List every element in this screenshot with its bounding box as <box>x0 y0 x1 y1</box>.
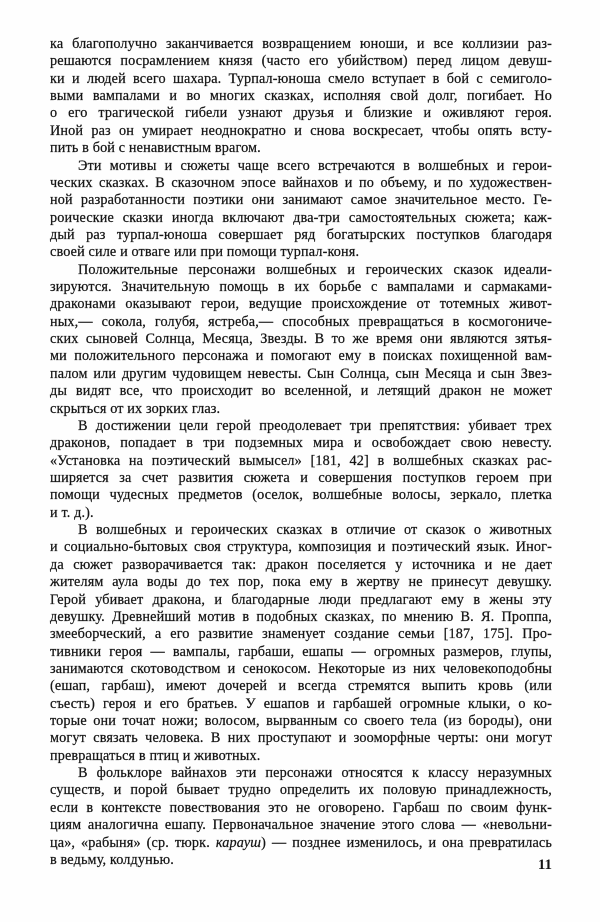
text-line: тивники героя — вампалы, гарбаши, ешапы — огромных размеров, глупы, <box>50 643 552 660</box>
text-line: существ, и порой бывает трудно определить их половую принадлежность, <box>50 782 552 799</box>
text-segment: ) — позднее изменилось, и она превратилась <box>261 834 552 851</box>
body-text <box>50 36 552 869</box>
text-line: ды видят все, что происходит во вселенной, и летящий дракон не может <box>50 383 552 400</box>
text-line: В фольклоре вайнахов эти персонажи относятся к классу неразумных <box>78 765 552 782</box>
text-line: жителям аула воды до тех пор, пока ему в жертву не принесут девушку. <box>50 574 552 591</box>
text-line: дый раз турпал-юноша совершает ряд богатырских поступков благодаря <box>50 226 552 243</box>
text-line: ширяется за счет развития сюжета и совершения поступков героем при <box>50 469 552 486</box>
text-line: В достижении цели герой преодолевает три препятствия: убивает трех <box>78 417 552 434</box>
paragraph-2 <box>50 158 552 262</box>
text-line: превращаться в птиц и животных. <box>50 747 261 764</box>
text-line: змееборческий, а его развитие знаменует создание семьи [187, 175]. Про- <box>50 626 552 643</box>
text-line: решаются посрамлением князя (часто его убийством) перед лицом девуш- <box>50 53 552 70</box>
page-number: 11 <box>537 857 552 873</box>
text-line: циям аналогична ешапу. Первоначальное значение этого слова — «невольни- <box>50 817 552 834</box>
text-line: ских сыновей Солнца, Месяца, Звезды. В то же время они являются зятья- <box>50 331 552 348</box>
text-segment: ца», «рабыня» (ср. тюрк. <box>50 834 216 851</box>
text-line: своей силе и отваге или при помощи турпал-коня. <box>50 244 360 261</box>
text-line: скрыться от их зорких глаз. <box>50 400 221 417</box>
italic-term: карауш <box>215 834 262 851</box>
text-line: драконов, попадает в три подземных мира и освобождает свою невесту. <box>50 435 552 452</box>
paragraph-3 <box>50 262 552 418</box>
text-line: зируются. Значительную помощь в их борьбе с вампалами и сармаками- <box>50 279 552 296</box>
text-line: о его трагической гибели узнают друзья и близкие и оживляют героя. <box>50 105 552 122</box>
text-line: ки и людей всего шахара. Турпал-юноша смело вступает в бой с семиголо- <box>50 70 552 87</box>
text-line: палом или другим чудовищем невесты. Сын Солнца, сын Месяца и сын Звез- <box>50 365 552 382</box>
paragraph-6 <box>50 765 552 869</box>
text-line: ной разработанности поэтики они занимают самое значительное место. Ге- <box>50 192 552 209</box>
text-line: ми положительного персонажа и помогают ему в поисках похищенной вам- <box>50 348 552 365</box>
paragraph-1 <box>50 36 552 158</box>
text-line: и т. д.). <box>50 504 94 521</box>
text-line: Герой убивает дракона, и благодарные люди предлагают ему в жены эту <box>50 591 552 608</box>
text-line: торые они точат ножи; волосом, вырванным со своего тела (из бороды), они <box>50 713 552 730</box>
text-line: и социально-бытовых своя структура, композиция и поэтический язык. Иног- <box>50 539 552 556</box>
text-line: ных,— сокола, голубя, ястреба,— способных превращаться в космогониче- <box>50 313 552 330</box>
text-line: могут связать человека. В них проступают и зооморфные черты: они могут <box>50 730 552 747</box>
text-line: девушку. Древнейший мотив в подобных сказках, по мнению В. Я. Проппа, <box>50 608 552 625</box>
text-line <box>50 835 552 852</box>
text-line: Иной раз он умирает неоднократно и снова воскресает, чтобы опять всту- <box>50 122 552 139</box>
text-line: «Установка на поэтический вымысел» [181, 42] в волшебных сказках рас- <box>50 452 552 469</box>
paragraph-5 <box>50 522 552 765</box>
text-line: роические сказки иногда включают два-три самостоятельных сюжета; каж- <box>50 209 552 226</box>
text-line: если в контексте повествования это не оговорено. Гарбаш по своим функ- <box>50 799 552 816</box>
text-line: ка благополучно заканчивается возвращением юноши, и все коллизии раз- <box>50 36 552 52</box>
text-line: в ведьму, колдунью. <box>50 851 174 868</box>
text-line: Эти мотивы и сюжеты чаще всего встречаются в волшебных и герои- <box>78 157 552 174</box>
text-line: выми вампалами и во многих сказках, исполняя свой долг, погибает. Но <box>50 88 552 105</box>
text-line: пить в бой с ненавистным врагом. <box>50 140 261 157</box>
paragraph-4 <box>50 418 552 522</box>
text-line: Положительные персонажи волшебных и героических сказок идеали- <box>78 261 552 278</box>
text-line: съесть) героя и его братьев. У ешапов и гарбашей огромные клыки, о ко- <box>50 695 552 712</box>
text-line: ческих сказках. В сказочном эпосе вайнахов и по объему, и по художествен- <box>50 174 552 191</box>
text-line: драконами оказывают герои, ведущие происхождение от тотемных живот- <box>50 296 552 313</box>
text-line: В волшебных и героических сказках в отличие от сказок о животных <box>78 522 552 539</box>
text-line: да сюжет разворачивается так: дракон поселяется у источника и не дает <box>50 556 552 573</box>
text-line: занимаются скотоводством и сенокосом. Некоторые из них человекоподобны <box>50 660 552 677</box>
text-line: (ешап, гарбаш), имеют дочерей и всегда стремятся выпить кровь (или <box>50 678 552 695</box>
text-line: помощи чудесных предметов (оселок, волшебные волосы, зеркало, плетка <box>50 487 552 504</box>
